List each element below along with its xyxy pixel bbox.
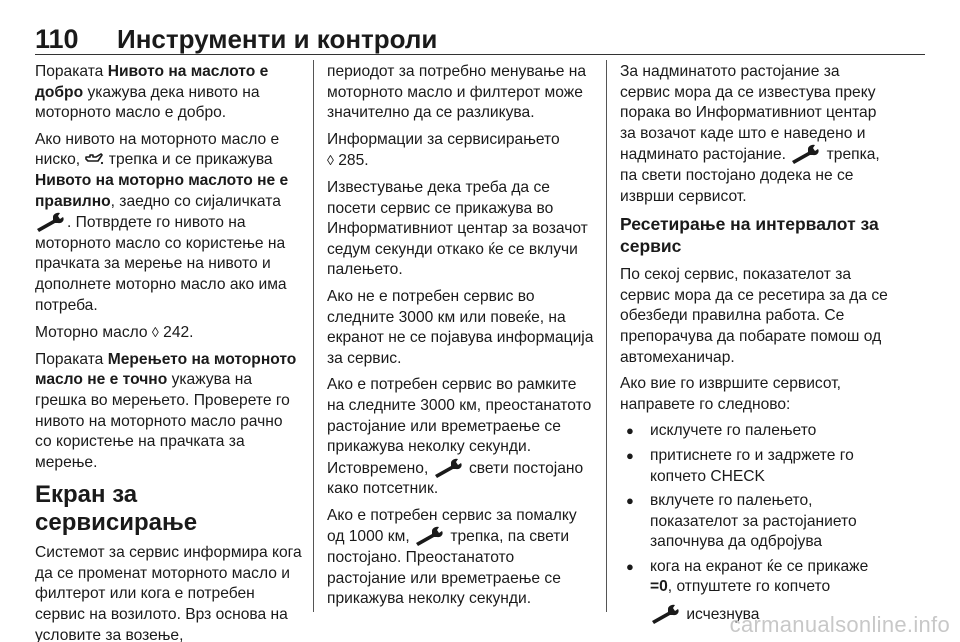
paragraph-service-notice: Известување дека треба да се посети сервис се прикажува во Информативниот центар за возачот седум секунди откако ќе се вклучи палењето.: [327, 178, 588, 279]
paragraph-overdue-service: [620, 62, 892, 207]
text: Пораката: [35, 63, 108, 80]
text: Пораката: [35, 350, 108, 368]
paragraph-service-within-1000: [327, 506, 597, 610]
text: укажува дека нивото на моторното масло е добро.: [35, 83, 260, 122]
paragraph-engine-oil-ref: [35, 322, 303, 344]
paragraph-service-within-3000: [327, 375, 597, 500]
column-divider: [313, 60, 314, 612]
watermark: carmanualsonline.info: [729, 612, 950, 637]
page-number: 110: [35, 24, 79, 54]
page-reference[interactable]: 285.: [333, 152, 369, 170]
text: Информации за сервисирањето: [327, 130, 560, 148]
text: Ако е потребен сервис во рамките на следните 3000 км, преостанатото растојание или времетраење се прикажува неколку секунди. Истовремено,: [327, 376, 592, 477]
page-header: [35, 24, 437, 55]
list-item: ● вклучете го палењето, показателот за растојанието започнува да одбројува: [620, 491, 892, 553]
reset-steps-list: [620, 421, 892, 625]
text: кога на екранот ќе се прикаже: [650, 557, 869, 575]
text: исчезнува: [682, 606, 760, 624]
wrench-icon: [414, 526, 446, 546]
paragraph-oil-level-ok: [35, 62, 303, 124]
wrench-icon: [790, 144, 822, 164]
paragraph-reset-advice: По секој сервис, показателот за сервис мора да се ресетира за да се обезбеди правилна работа. Се препорачува да побарате помош од автомеханичар.: [620, 266, 888, 366]
text: Ако нивото на моторното масло е ниско,: [35, 130, 280, 169]
paragraph-interval-varies: периодот за потребно менување на моторното масло и филтерот може значително да се разликува.: [327, 63, 587, 122]
page-reference-arrow-icon: ◊: [327, 152, 334, 169]
page-reference-arrow-icon: ◊: [151, 324, 159, 341]
paragraph-oil-level-low: [35, 130, 303, 316]
wrench-icon: [433, 458, 465, 478]
text: трепка, па свети постојано. Преостанатото растојание или времетраење се прикажува неколку секунди.: [327, 528, 570, 608]
sub-heading: Ресетирање на интервалот за сервис: [620, 214, 879, 257]
section-heading: Екран за сервисирање: [35, 481, 198, 537]
display-value: =0: [650, 578, 668, 596]
text: трепка и се прикажува: [104, 151, 273, 169]
text: укажува на грешка во мерењето. Проверете го нивото на моторното масло рачно со користење на прачката за мерење.: [35, 371, 290, 471]
message-oil-level-incorrect: Нивото на моторно маслото не е правилно: [35, 171, 289, 210]
column-divider: [606, 60, 607, 612]
page-reference[interactable]: 242.: [158, 324, 194, 342]
paragraph-no-service-needed: Ако не е потребен сервис во следните 3000 км или повеќе, на екранот не се појавува информација за сервис.: [327, 287, 594, 367]
paragraph-service-info-ref: [327, 130, 597, 172]
text: трепка, па свети постојано додека не се изврши сервисот.: [620, 146, 880, 205]
wrench-icon: [35, 212, 67, 232]
oil-can-icon: [84, 152, 104, 166]
list-item: ● исклучете го палењето: [620, 421, 892, 442]
message-oil-measure-error: Мерењето на моторното масло не е точно: [35, 350, 297, 389]
paragraph-reset-intro: Ако вие го извршите сервисот, направете го следново:: [620, 375, 841, 413]
wrench-icon: [650, 604, 682, 624]
page-title: Инструменти и контроли: [117, 24, 438, 54]
text: Ако е потребен сервис за помалку од 1000 км,: [327, 506, 577, 546]
text: За надминатото растојание за сервис мора да се известува преку порака во Информативниот центар за возачот каде што е наведено и надминато растојание.: [620, 63, 877, 164]
paragraph-service-intro: Системот за сервис информира кога да се променат моторното масло и филтерот или кога е потребен сервис на возилото. Врз основа на условите за возење,: [35, 544, 302, 642]
column-1: [35, 62, 303, 642]
text: , отпуштете го копчето: [667, 578, 831, 596]
message-oil-level-ok: Нивото на маслото е добро: [35, 63, 269, 101]
paragraph-oil-measure-error: [35, 350, 303, 474]
column-3: [620, 62, 892, 630]
text: свети постојано како потсетник.: [327, 459, 584, 498]
column-2: [327, 62, 597, 616]
list-item: ● притиснете го и задржете го копчето CHECK: [620, 446, 892, 487]
text: , заедно со сијаличката: [110, 192, 281, 210]
header-divider: [35, 54, 925, 55]
text: . Потврдете го нивото на моторното масло со користење на прачката за мерење на нивото и дополнете моторно масло ако има потреба.: [35, 214, 287, 314]
text: Моторно масло: [35, 324, 152, 342]
